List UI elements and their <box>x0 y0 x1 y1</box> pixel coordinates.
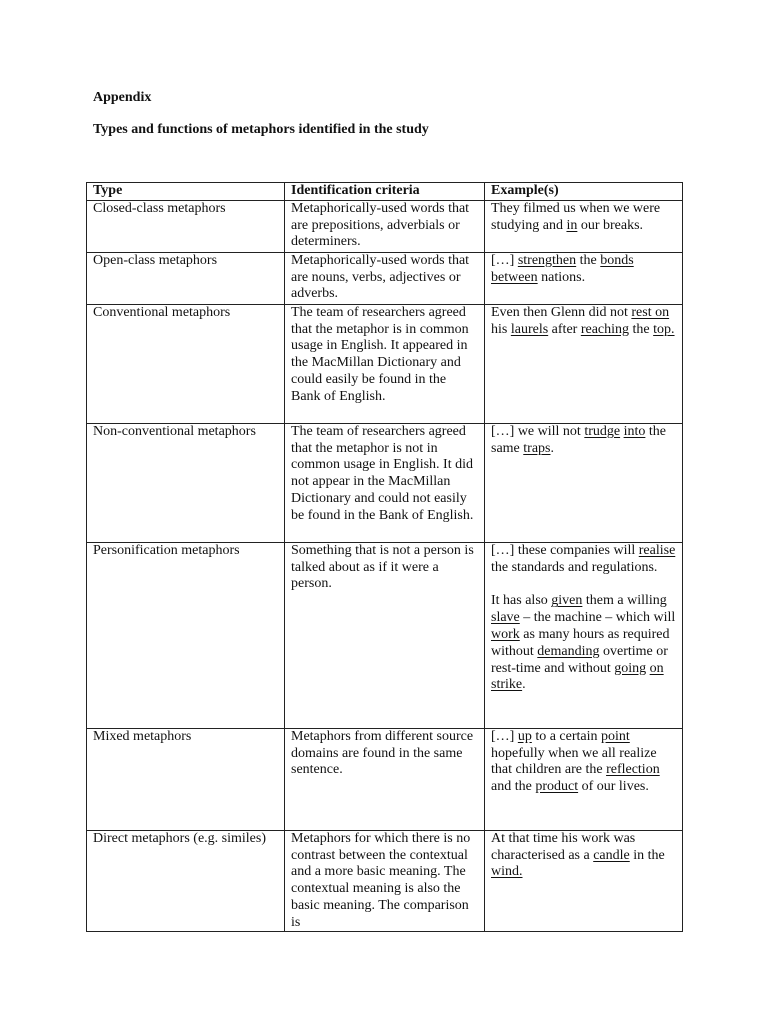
header-examples: Example(s) <box>485 183 683 201</box>
example-text: . <box>550 440 554 456</box>
metaphor-word: trudge <box>584 423 621 439</box>
table-header-row <box>87 183 683 201</box>
type-cell: Non-conventional metaphors <box>87 423 285 542</box>
table-row <box>87 542 683 728</box>
example-text: our breaks. <box>577 217 644 233</box>
example-text: the <box>576 252 601 268</box>
example-text: They filmed us when we were studying and <box>491 200 661 233</box>
example-paragraph <box>491 201 676 235</box>
metaphor-word: up <box>517 728 532 744</box>
table-row <box>87 728 683 830</box>
example-text: the standards and regulations. <box>491 559 658 575</box>
example-text: the same <box>491 423 666 456</box>
metaphor-word: reaching <box>580 321 630 337</box>
example-text: nations. <box>537 269 586 285</box>
header-identification-criteria: Identification criteria <box>285 183 485 201</box>
criteria-cell <box>285 830 485 931</box>
type-cell: Mixed metaphors <box>87 728 285 830</box>
examples-cell <box>485 728 683 830</box>
example-paragraph <box>491 253 676 287</box>
example-text: […] <box>491 252 518 268</box>
metaphor-word: on strike <box>491 660 664 693</box>
example-paragraph <box>491 305 676 339</box>
example-paragraph <box>491 543 676 577</box>
metaphor-word: work <box>491 626 520 642</box>
metaphor-word: candle <box>593 847 630 863</box>
example-text: them a willing <box>582 593 667 609</box>
example-text: […] <box>491 728 518 744</box>
criteria-cell: The team of researchers agreed that the metaphor is in common usage in English. It appeared in the MacMillan Dictionary and could easily be found in the Bank of English. <box>285 304 485 423</box>
criteria-cell: Metaphorically-used words that are prepositions, adverbials or determiners. <box>285 200 485 252</box>
criteria-cell: Metaphors from different source domains are found in the same sentence. <box>285 728 485 830</box>
metaphor-word: laurels <box>510 321 549 337</box>
example-text: in the <box>629 847 665 863</box>
example-text: hopefully when we all realize that children are the <box>491 745 657 778</box>
criteria-cell: Something that is not a person is talked about as if it were a person. <box>285 542 485 728</box>
metaphor-types-table <box>86 182 683 932</box>
example-paragraph <box>491 831 676 881</box>
example-text: overtime or rest-time and without <box>491 643 668 676</box>
examples-cell <box>485 830 683 931</box>
metaphor-word: point <box>601 728 630 744</box>
example-text: Even then Glenn did not <box>491 304 632 320</box>
example-text: . <box>522 677 526 693</box>
example-text: to a certain <box>531 728 602 744</box>
type-cell: Open-class metaphors <box>87 252 285 304</box>
table-row <box>87 252 683 304</box>
examples-cell <box>485 252 683 304</box>
metaphor-word: into <box>623 423 646 439</box>
criteria-cell: The team of researchers agreed that the metaphor is not in common usage in English. It did not appear in the MacMillan Dictionary and could not easily be found in the Bank of English. <box>285 423 485 542</box>
criteria-text-truncated: Metaphors for which there is no contrast between the contextual and a more basic meaning. The contextual meaning is also the basic meaning. The comparison is <box>291 830 471 930</box>
example-text: of our lives. <box>578 779 649 795</box>
example-paragraph <box>491 729 676 796</box>
examples-cell <box>485 200 683 252</box>
table-row <box>87 304 683 423</box>
type-cell: Personification metaphors <box>87 542 285 728</box>
examples-cell <box>485 423 683 542</box>
examples-cell <box>485 542 683 728</box>
example-text: […] these companies will <box>491 542 639 558</box>
example-text: – the machine – which will <box>519 610 676 626</box>
metaphor-word: traps <box>523 440 551 456</box>
table-row <box>87 830 683 931</box>
metaphor-word: given <box>551 593 583 609</box>
metaphor-word: going <box>614 660 647 676</box>
metaphor-word: wind. <box>491 864 523 880</box>
type-cell: Direct metaphors (e.g. similes) <box>87 830 285 931</box>
example-text: after <box>548 321 581 337</box>
metaphor-word: reflection <box>606 762 660 778</box>
header-type: Type <box>87 183 285 201</box>
table-row <box>87 200 683 252</box>
example-text: the <box>629 321 654 337</box>
metaphor-word: bonds <box>600 252 634 268</box>
type-cell: Conventional metaphors <box>87 304 285 423</box>
metaphor-word: product <box>535 779 579 795</box>
metaphor-word: demanding <box>537 643 600 659</box>
metaphor-word: slave <box>491 610 520 626</box>
example-paragraph <box>491 424 676 458</box>
metaphor-word: in <box>566 217 578 233</box>
example-text: his <box>491 321 511 337</box>
appendix-heading: Appendix <box>93 90 152 105</box>
table-row <box>87 423 683 542</box>
table-title: Types and functions of metaphors identified in the study <box>93 122 429 137</box>
type-cell: Closed-class metaphors <box>87 200 285 252</box>
metaphor-word: between <box>491 269 538 285</box>
example-text: as many hours as required without <box>491 626 670 659</box>
metaphor-word: strengthen <box>517 252 577 268</box>
example-text: It has also <box>491 593 552 609</box>
example-paragraph <box>491 593 676 694</box>
metaphor-word: rest on <box>631 304 670 320</box>
criteria-cell: Metaphorically-used words that are nouns, verbs, adjectives or adverbs. <box>285 252 485 304</box>
metaphor-word: realise <box>638 542 676 558</box>
example-text: and the <box>491 779 536 795</box>
metaphor-word: top. <box>653 321 675 337</box>
example-text: At that time his work was characterised as a <box>491 830 636 863</box>
examples-cell <box>485 304 683 423</box>
example-text: […] we will not <box>491 423 585 439</box>
